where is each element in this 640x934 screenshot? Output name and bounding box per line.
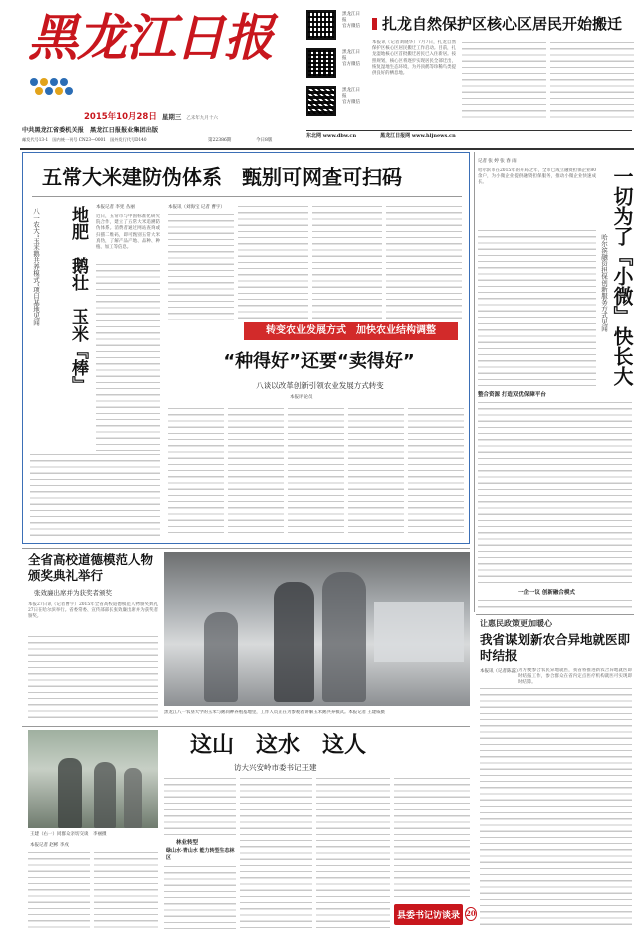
feature-column xyxy=(94,850,158,930)
feature-column xyxy=(28,850,90,930)
sub-headline: “种得好”还要“卖得好” xyxy=(223,351,415,372)
section-rule xyxy=(476,614,634,615)
column-badge-text: 县委书记访谈录 xyxy=(394,904,463,925)
awards-headline: 全省高校道德模范人物颁奖典礼举行 xyxy=(28,552,154,583)
lead-column xyxy=(312,204,382,320)
policy-banner xyxy=(244,322,458,340)
masthead-rule xyxy=(20,148,634,150)
top-story-headline: 扎龙自然保护区核心区居民开始搬迁 xyxy=(382,15,623,33)
sub-byline: 本报评论员 xyxy=(290,395,313,400)
website-link-hljnews[interactable]: 黑龙江日报网 www.hljnews.cn xyxy=(380,133,456,139)
photo-caption: 黑龙江八一农垦大学的玉米与鹅同种养殖基地里，工作人员正在为参观者讲解玉米鹅共养模式。本报记者 王建威摄 xyxy=(164,710,385,715)
lead-column xyxy=(168,212,234,320)
section-rule xyxy=(22,548,470,549)
right-story-column xyxy=(478,228,596,390)
lead-column xyxy=(238,204,308,320)
rural-byline: 本报讯（记者陈蕊） xyxy=(480,669,521,674)
photo-figure xyxy=(204,612,238,702)
issue-weekday: 星期三 xyxy=(161,113,182,121)
commentary-column xyxy=(288,406,344,536)
rural-body: 为方便参合农民异地就医，我省将推进新农合异地就医即时结报工作，参合群众在省内定点医疗机构就医可实现即时结算。 xyxy=(518,668,632,686)
feature-column xyxy=(394,776,470,898)
photo-figure xyxy=(94,762,116,828)
sub-deck: 八谈以改革创新引领农业发展方式转变 xyxy=(256,381,384,390)
right-vertical-deck: 哈尔滨融资担保创新服务方式见闻 xyxy=(600,234,608,332)
website-strip xyxy=(306,130,632,140)
photo-panel xyxy=(374,602,464,662)
right-section-title: 一企一议 创新融合模式 xyxy=(518,590,575,596)
qr-code-icon[interactable] xyxy=(306,10,336,40)
official-photo xyxy=(28,730,158,828)
rural-column xyxy=(480,686,632,930)
issue-date: 2015年10月28日 xyxy=(84,112,157,122)
date-row xyxy=(84,110,298,122)
masthead xyxy=(22,6,298,146)
feature-column xyxy=(164,776,236,836)
feature-column xyxy=(316,776,390,930)
column-divider xyxy=(474,152,475,612)
masthead-title: 黑龙江日报 xyxy=(28,8,273,67)
feature-column xyxy=(164,864,236,930)
qr-code-icon[interactable] xyxy=(306,48,336,78)
issue-number: 第22386期 xyxy=(208,138,232,143)
vertical-deck: 八一农大“玉米鹅共养模式”项目基地见闻 xyxy=(32,208,40,326)
awards-column xyxy=(28,634,158,718)
right-story-body: 哈尔滨市在2015年的开局之年，全市已成立融资担保企业80余户，为小微企业提供融资担保服务，推动小微企业快速成长。 xyxy=(478,168,596,186)
newspaper-logo-icon xyxy=(28,76,80,98)
vertical-story-column xyxy=(96,262,160,452)
feature-deck: 访大兴安岭市委书记王建 xyxy=(234,763,317,772)
qr-label: 黑龙江日报 官方微信 xyxy=(342,12,360,29)
photo-figure xyxy=(322,572,366,702)
top-story-marker xyxy=(372,18,377,30)
column-badge-number: 20 xyxy=(465,907,477,921)
photo-figure xyxy=(274,582,314,702)
policy-banner-text: 转变农业发展方式 加快农业结构调整 xyxy=(266,325,436,336)
commentary-column xyxy=(408,406,464,536)
vertical-headline: 地肥 鹅壮 玉米『棒』 xyxy=(68,206,88,393)
feature-byline: 本报记者 赵彬 李戌 xyxy=(30,843,69,848)
qr-label: 黑龙江日报 官方微信 xyxy=(342,50,360,67)
section-rule xyxy=(22,726,470,727)
lead-headline: 五常大米建防伪体系 甄别可网查可扫码 xyxy=(42,165,402,189)
feature-subhead: 绿山水·青山水 能力转型生态林区 xyxy=(166,848,235,861)
photo-figure xyxy=(124,768,142,828)
photo-figure xyxy=(58,758,82,828)
corn-goose-photo xyxy=(164,552,470,706)
right-story xyxy=(476,152,634,596)
website-link-dbw[interactable]: 东北网 www.dbw.cn xyxy=(306,133,357,139)
right-vertical-headline: 一切为了『小微』快长大 xyxy=(610,166,634,386)
right-story-tag: 记者 张 婷 张 春 雨 xyxy=(478,159,517,164)
lead-byline: 本报讯（刘海宝 记者 曹宇） xyxy=(168,205,225,210)
commentary-column xyxy=(348,406,404,536)
right-story-column xyxy=(478,598,632,610)
top-story-column xyxy=(550,40,634,120)
official-photo-caption: 王建（右一）同群众亲切交谈 李丽摄 xyxy=(30,832,107,837)
rural-kicker: 让惠民政策更加暖心 xyxy=(480,619,552,628)
feature-column xyxy=(240,776,312,930)
top-story-body: 本报讯（记者刘晓华）7月7日，扎龙自然保护区核心区居民搬迁工作启动。目前，扎龙湿地核心区首批搬迁居民已入住新居。按照规划，核心区将逐步实现居民全部迁出，恢复湿地生态环境，为丹顶鹤等珍稀鸟类提供良好的栖息地。 xyxy=(372,40,456,77)
qr-label: 黑龙江日报 官方微信 xyxy=(342,88,360,105)
top-story-column xyxy=(462,40,546,120)
vertical-story xyxy=(30,200,90,430)
publisher-line: 中共黑龙江省委机关报 黑龙江日报报业集团出版 xyxy=(22,127,159,134)
commentary-column xyxy=(168,406,224,536)
lead-underline xyxy=(32,196,462,197)
column-badge xyxy=(394,902,476,926)
page-count: 今日8版 xyxy=(256,138,273,143)
top-story xyxy=(372,8,634,128)
rural-headline: 我省谋划新农合异地就医即时结报 xyxy=(480,632,631,663)
right-section-title: 整合资源 打造双优保障平台 xyxy=(478,392,546,398)
vertical-story-body: 近日，五常市与中国标准化研究院合作，建立了五常大米追溯防伪体系。消费者通过网站查询或扫描二维码，即可甄别五常大米真伪，了解产品产地、品种、种植、加工等信息。 xyxy=(96,214,160,251)
feature-subhead: 林业转型 xyxy=(176,840,199,846)
commentary-column xyxy=(228,406,284,536)
vertical-story-column xyxy=(30,452,160,536)
code-line: 邮发代号13-1 国内统一刊号 CN23—0001 国外发行代号D140 xyxy=(22,137,147,142)
lead-column xyxy=(386,204,462,320)
awards-deck: 张效廉出席并为获奖者颁奖 xyxy=(34,589,112,597)
right-story-column xyxy=(478,400,632,586)
feature-headline: 这山 这水 这人 xyxy=(190,733,367,758)
issue-lunar: 乙未年九月十六 xyxy=(186,116,218,121)
qr-code-icon[interactable] xyxy=(306,86,336,116)
awards-body: 本报27日讯（记者曹宇）2015年全省高校道德模范人物颁奖典礼27日在哈尔滨举行。省委常委、宣传部部长张效廉出席并为获奖者颁奖。 xyxy=(28,602,158,620)
vertical-byline: 本报记者 李宪 丛丽 xyxy=(96,205,135,210)
